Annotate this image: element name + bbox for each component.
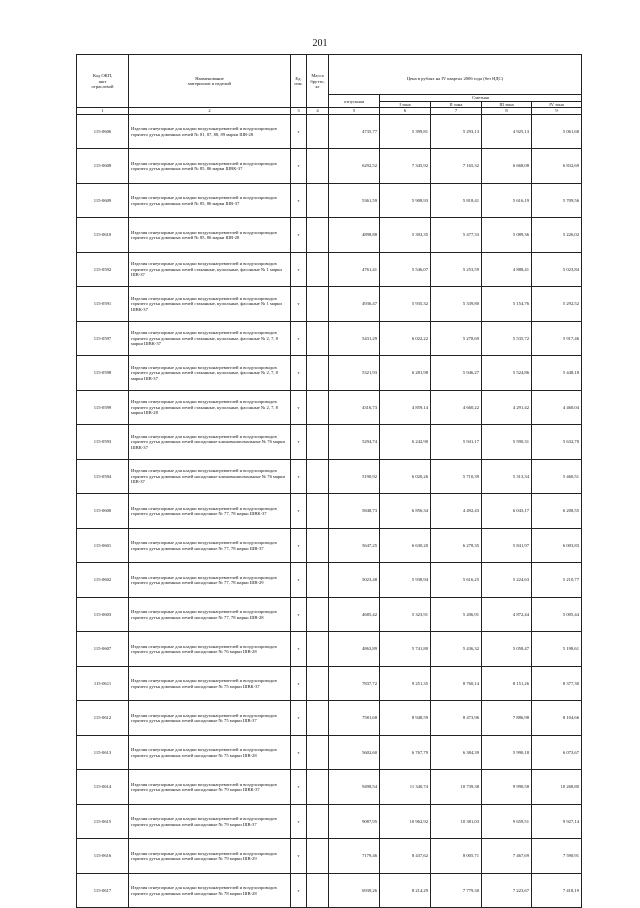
zone-3-price-cell: 5 616,19 xyxy=(482,183,532,218)
mass-cell xyxy=(307,735,329,770)
mass-cell xyxy=(307,873,329,908)
release-price-cell: 5361,59 xyxy=(329,183,380,218)
column-number: 5 xyxy=(329,108,380,114)
table-row xyxy=(77,494,582,529)
table-row xyxy=(77,183,582,218)
mass-cell xyxy=(307,632,329,667)
table-row xyxy=(77,597,582,632)
zone-1-price-cell: 9 251,35 xyxy=(380,666,431,701)
zone-3-price-cell: 5 313,34 xyxy=(482,459,532,494)
header-zone-4: IV зона xyxy=(532,102,582,108)
code-cell: 115-0594 xyxy=(77,459,129,494)
name-cell: Изделия огнеупорные для кладки воздухонагревателей и воздухопроводов горячего дутья доменных печей насадочные № 77, 78 марки ШВ-37 xyxy=(129,528,291,563)
unit-cell: т xyxy=(291,183,307,218)
mass-cell xyxy=(307,114,329,149)
zone-1-price-cell: 5 323,91 xyxy=(380,597,431,632)
name-cell: Изделия огнеупорные для кладки воздухонагревателей и воздухопроводов горячего дутья доменных печей стаканные, купольные, фасонные № 2, 7, 8 марки ШВ-28 xyxy=(129,390,291,425)
column-number: 9 xyxy=(532,108,582,114)
table-row xyxy=(77,459,582,494)
zone-1-price-cell: 6 856,34 xyxy=(380,494,431,529)
zone-2-price-cell: 5 616,25 xyxy=(431,563,482,598)
name-cell: Изделия огнеупорные для кладки воздухонагревателей и воздухопроводов горячего дутья доменных печей насадочные № 78 марки ШВ-28 xyxy=(129,873,291,908)
mass-cell xyxy=(307,183,329,218)
name-cell: Изделия огнеупорные для кладки воздухонагревателей и воздухопроводов горячего дутья доменных печей стаканные, купольные, фасонные № 1 марки ШВК-37 xyxy=(129,287,291,322)
release-price-cell: 4863,89 xyxy=(329,632,380,667)
zone-3-price-cell: 8 151,26 xyxy=(482,666,532,701)
header-zone-1: I зона xyxy=(380,102,431,108)
header-code: Код ОКП, шкт отраслевой xyxy=(77,55,129,108)
header-release: отпускная xyxy=(329,95,380,108)
name-cell: Изделия огнеупорные для кладки воздухонагревателей и воздухопроводов горячего дутья доменных печей стаканные, купольные, фасонные № 2, 7, 8 марки ШВ-37 xyxy=(129,356,291,391)
column-number: 1 xyxy=(77,108,129,114)
header-unit: Ед. изм. xyxy=(291,55,307,108)
release-price-cell: 5023,48 xyxy=(329,563,380,598)
zone-3-price-cell: 5 089,36 xyxy=(482,218,532,253)
unit-cell: т xyxy=(291,114,307,149)
table-row xyxy=(77,252,582,287)
release-price-cell: 4316,73 xyxy=(329,390,380,425)
unit-cell: т xyxy=(291,390,307,425)
mass-cell xyxy=(307,494,329,529)
zone-4-price-cell: 5 460,51 xyxy=(532,459,582,494)
mass-cell xyxy=(307,425,329,460)
name-cell: Изделия огнеупорные для кладки воздухонагревателей и воздухопроводов горячего дутья доменных печей насадочные № 75 марки ШВ-28 xyxy=(129,735,291,770)
name-cell: Изделия огнеупорные для кладки воздухонагревателей и воздухопроводов горячего дутья доменных печей насадочные клиновышпомальные № 76 марки ШВК-37 xyxy=(129,425,291,460)
unit-cell: т xyxy=(291,252,307,287)
unit-cell: т xyxy=(291,356,307,391)
unit-cell: т xyxy=(291,425,307,460)
header-price-title: Цена в рублях на IV квартал 2006 года (без НДС) xyxy=(329,64,582,95)
zone-3-price-cell: 4 888,41 xyxy=(482,252,532,287)
zone-2-price-cell: 5 710,39 xyxy=(431,459,482,494)
zone-4-price-cell: 9 927,14 xyxy=(532,804,582,839)
page-number: 201 xyxy=(312,38,328,49)
mass-cell xyxy=(307,252,329,287)
table-row xyxy=(77,873,582,908)
release-price-cell: 5190,92 xyxy=(329,459,380,494)
zone-2-price-cell: 5 293,13 xyxy=(431,114,482,149)
table-row xyxy=(77,804,582,839)
code-cell: 115-0602 xyxy=(77,563,129,598)
column-number: 3 xyxy=(291,108,307,114)
release-price-cell: 5647,25 xyxy=(329,528,380,563)
zone-4-price-cell: 5 210,77 xyxy=(532,563,582,598)
zone-1-price-cell: 11 340,74 xyxy=(380,770,431,805)
name-cell: Изделия огнеупорные для кладки воздухонагревателей и воздухопроводов горячего дутья доменных печей насадочные клиновышпомальные № 76 марки ШВ-37 xyxy=(129,459,291,494)
mass-cell xyxy=(307,390,329,425)
mass-cell xyxy=(307,528,329,563)
zone-1-price-cell: 5 741,80 xyxy=(380,632,431,667)
release-price-cell: 7581,68 xyxy=(329,701,380,736)
release-price-cell: 5431,29 xyxy=(329,321,380,356)
price-table xyxy=(76,54,582,908)
header-zone-3: III зона xyxy=(482,102,532,108)
release-price-cell: 4898,88 xyxy=(329,218,380,253)
release-price-cell: 7179,46 xyxy=(329,839,380,874)
zone-2-price-cell: 5 818,41 xyxy=(431,183,482,218)
table-row xyxy=(77,666,582,701)
zone-4-price-cell: 5 198,61 xyxy=(532,632,582,667)
release-price-cell: 4685,42 xyxy=(329,597,380,632)
zone-1-price-cell: 4 859,14 xyxy=(380,390,431,425)
code-cell: 115-0598 xyxy=(77,356,129,391)
zone-3-price-cell: 7 467,69 xyxy=(482,839,532,874)
unit-cell: т xyxy=(291,873,307,908)
table-row xyxy=(77,390,582,425)
mass-cell xyxy=(307,770,329,805)
code-cell: 115-0612 xyxy=(77,701,129,736)
zone-1-price-cell: 8 948,59 xyxy=(380,701,431,736)
name-cell: Изделия огнеупорные для кладки воздухонагревателей и воздухопроводов горячего дутья доменных печей насадочные № 79 марки ШВ-29 xyxy=(129,839,291,874)
unit-cell: т xyxy=(291,735,307,770)
column-number: 4 xyxy=(307,108,329,114)
zone-4-price-cell: 4 460,04 xyxy=(532,390,582,425)
table-row xyxy=(77,563,582,598)
zone-2-price-cell: 4 660,22 xyxy=(431,390,482,425)
mass-cell xyxy=(307,597,329,632)
code-cell: 115-0591 xyxy=(77,287,129,322)
table-row xyxy=(77,701,582,736)
unit-cell: т xyxy=(291,770,307,805)
zone-4-price-cell: 5 917,46 xyxy=(532,321,582,356)
mass-cell xyxy=(307,218,329,253)
zone-1-price-cell: 5 392,35 xyxy=(380,218,431,253)
code-cell: 115-0601 xyxy=(77,528,129,563)
zone-3-price-cell: 5 058,47 xyxy=(482,632,532,667)
zone-3-price-cell: 6 668,08 xyxy=(482,149,532,184)
zone-2-price-cell: 10 381,03 xyxy=(431,804,482,839)
column-number: 6 xyxy=(380,108,431,114)
zone-4-price-cell: 5 226,02 xyxy=(532,218,582,253)
zone-3-price-cell: 7 886,98 xyxy=(482,701,532,736)
header-price-blank xyxy=(329,55,582,65)
table-body xyxy=(77,114,582,908)
code-cell: 115-0600 xyxy=(77,494,129,529)
zone-1-price-cell: 7 345,92 xyxy=(380,149,431,184)
zone-2-price-cell: 5 477,33 xyxy=(431,218,482,253)
table-row xyxy=(77,425,582,460)
zone-3-price-cell: 4 291,42 xyxy=(482,390,532,425)
zone-2-price-cell: 5 278,69 xyxy=(431,321,482,356)
unit-cell: т xyxy=(291,804,307,839)
zone-2-price-cell: 5 339,80 xyxy=(431,287,482,322)
zone-4-price-cell: 8 104,66 xyxy=(532,701,582,736)
mass-cell xyxy=(307,459,329,494)
zone-4-price-cell: 5 005,44 xyxy=(532,597,582,632)
zone-4-price-cell: 6 073,67 xyxy=(532,735,582,770)
table-row xyxy=(77,839,582,874)
zone-1-price-cell: 6 630,20 xyxy=(380,528,431,563)
zone-4-price-cell: 5 292,52 xyxy=(532,287,582,322)
name-cell: Изделия огнеупорные для кладки воздухонагревателей и воздухопроводов горячего дутья доменных печей насадочные № 76 марки ШВ-28 xyxy=(129,632,291,667)
mass-cell xyxy=(307,149,329,184)
code-cell: 115-0592 xyxy=(77,252,129,287)
zone-2-price-cell: 8 005,71 xyxy=(431,839,482,874)
zone-3-price-cell: 5 841,97 xyxy=(482,528,532,563)
zone-1-price-cell: 6 022,22 xyxy=(380,321,431,356)
code-cell: 115-0610 xyxy=(77,218,129,253)
column-number: 8 xyxy=(482,108,532,114)
code-cell: 115-0608 xyxy=(77,149,129,184)
name-cell: Изделия огнеупорные для кладки воздухонагревателей и воздухопроводов горячего дутья доменных печей насадочные № 75 марки ШВ-37 xyxy=(129,701,291,736)
mass-cell xyxy=(307,839,329,874)
zone-2-price-cell: 10 739,38 xyxy=(431,770,482,805)
unit-cell: т xyxy=(291,149,307,184)
zone-1-price-cell: 8 214,29 xyxy=(380,873,431,908)
column-number: 2 xyxy=(129,108,291,114)
zone-1-price-cell: 5 935,32 xyxy=(380,287,431,322)
zone-1-price-cell: 5 908,93 xyxy=(380,183,431,218)
zone-2-price-cell: 4 492,43 xyxy=(431,494,482,529)
zone-2-price-cell: 8 760,14 xyxy=(431,666,482,701)
zone-3-price-cell: 5 154,76 xyxy=(482,287,532,322)
mass-cell xyxy=(307,287,329,322)
unit-cell: т xyxy=(291,528,307,563)
zone-4-price-cell: 10 268,80 xyxy=(532,770,582,805)
unit-cell: т xyxy=(291,701,307,736)
zone-2-price-cell: 5 946,27 xyxy=(431,356,482,391)
unit-cell: т xyxy=(291,321,307,356)
code-cell: 115-0615 xyxy=(77,804,129,839)
zone-4-price-cell: 5 709,56 xyxy=(532,183,582,218)
name-cell: Изделия огнеупорные для кладки воздухонагревателей и воздухопроводов горячего дутья доменных печей насадочные № 77, 78 марки ШВ-28 xyxy=(129,597,291,632)
code-cell: 115-0613 xyxy=(77,735,129,770)
code-cell: 115-0603 xyxy=(77,597,129,632)
zone-3-price-cell: 5 590,31 xyxy=(482,425,532,460)
column-number: 7 xyxy=(431,108,482,114)
header-zone-2: II зона xyxy=(431,102,482,108)
unit-cell: т xyxy=(291,839,307,874)
unit-cell: т xyxy=(291,494,307,529)
name-cell: Изделия огнеупорные для кладки воздухонагревателей и воздухопроводов горячего дутья доменных печей № 85, 86 марки ШВК-37 xyxy=(129,149,291,184)
zone-4-price-cell: 5 023,84 xyxy=(532,252,582,287)
zone-1-price-cell: 6 020,26 xyxy=(380,459,431,494)
unit-cell: т xyxy=(291,666,307,701)
code-cell: 115-0597 xyxy=(77,321,129,356)
name-cell: Изделия огнеупорные для кладки воздухонагревателей и воздухопроводов горячего дутья доменных печей стаканные, купольные, фасонные № 1 марки ШВ-37 xyxy=(129,252,291,287)
release-price-cell: 5602,60 xyxy=(329,735,380,770)
table-row xyxy=(77,770,582,805)
zone-3-price-cell: 5 524,86 xyxy=(482,356,532,391)
zone-2-price-cell: 6 384,39 xyxy=(431,735,482,770)
table-row xyxy=(77,632,582,667)
zone-3-price-cell: 6 043,17 xyxy=(482,494,532,529)
name-cell: Изделия огнеупорные для кладки воздухонагревателей и воздухопроводов горячего дутья доменных печей № 85, 86 марки ШВ-28 xyxy=(129,218,291,253)
mass-cell xyxy=(307,563,329,598)
zone-2-price-cell: 5 941,17 xyxy=(431,425,482,460)
zone-3-price-cell: 4 925,13 xyxy=(482,114,532,149)
code-cell: 115-0616 xyxy=(77,839,129,874)
table-row xyxy=(77,149,582,184)
mass-cell xyxy=(307,666,329,701)
unit-cell: т xyxy=(291,459,307,494)
zone-4-price-cell: 7 590,91 xyxy=(532,839,582,874)
code-cell: 115-0599 xyxy=(77,390,129,425)
zone-1-price-cell: 5 938,94 xyxy=(380,563,431,598)
code-cell: 115-0611 xyxy=(77,666,129,701)
zone-1-price-cell: 5 546,07 xyxy=(380,252,431,287)
release-price-cell: 4735,77 xyxy=(329,114,380,149)
zone-1-price-cell: 6 242,90 xyxy=(380,425,431,460)
zone-1-price-cell: 8 437,62 xyxy=(380,839,431,874)
release-price-cell: 9498,54 xyxy=(329,770,380,805)
table-row xyxy=(77,735,582,770)
code-cell: 115-0606 xyxy=(77,114,129,149)
zone-4-price-cell: 6 208,55 xyxy=(532,494,582,529)
zone-4-price-cell: 5 061,68 xyxy=(532,114,582,149)
zone-2-price-cell: 5 206,91 xyxy=(431,597,482,632)
zone-2-price-cell: 7 779,30 xyxy=(431,873,482,908)
release-price-cell: 6292,52 xyxy=(329,149,380,184)
release-price-cell: 5294,74 xyxy=(329,425,380,460)
code-cell: 115-0609 xyxy=(77,183,129,218)
zone-4-price-cell: 6 832,69 xyxy=(532,149,582,184)
zone-2-price-cell: 8 473,96 xyxy=(431,701,482,736)
mass-cell xyxy=(307,701,329,736)
table-row xyxy=(77,528,582,563)
name-cell: Изделия огнеупорные для кладки воздухонагревателей и воздухопроводов горячего дутья доменных печей стаканные, купольные, фасонные № 2, 7, 8 марки ШВК-37 xyxy=(129,321,291,356)
unit-cell: т xyxy=(291,218,307,253)
name-cell: Изделия огнеупорные для кладки воздухонагревателей и воздухопроводов горячего дутья доменных печей № 81, 87, 88, 89 марки ШВ-28 xyxy=(129,114,291,149)
mass-cell xyxy=(307,356,329,391)
name-cell: Изделия огнеупорные для кладки воздухонагревателей и воздухопроводов горячего дутья доменных печей насадочные № 79 марки ШВ-37 xyxy=(129,804,291,839)
table-header xyxy=(77,55,582,115)
zone-2-price-cell: 6 278,35 xyxy=(431,528,482,563)
zone-4-price-cell: 5 448,18 xyxy=(532,356,582,391)
release-price-cell: 6939,26 xyxy=(329,873,380,908)
zone-3-price-cell: 4 872,44 xyxy=(482,597,532,632)
name-cell: Изделия огнеупорные для кладки воздухонагревателей и воздухопроводов горячего дутья доменных печей насадочные № 75 марки ШВК-37 xyxy=(129,666,291,701)
zone-2-price-cell: 5 253,59 xyxy=(431,252,482,287)
table-row xyxy=(77,114,582,149)
zone-4-price-cell: 6 003,83 xyxy=(532,528,582,563)
table-row xyxy=(77,218,582,253)
unit-cell: т xyxy=(291,632,307,667)
zone-4-price-cell: 5 632,70 xyxy=(532,425,582,460)
zone-4-price-cell: 7 418,19 xyxy=(532,873,582,908)
header-name: Наименование материалов и изделий xyxy=(129,55,291,108)
zone-3-price-cell: 5 224,63 xyxy=(482,563,532,598)
name-cell: Изделия огнеупорные для кладки воздухонагревателей и воздухопроводов горячего дутья доменных печей № 85, 86 марки ШВ-37 xyxy=(129,183,291,218)
unit-cell: т xyxy=(291,597,307,632)
zone-3-price-cell: 5 535,72 xyxy=(482,321,532,356)
name-cell: Изделия огнеупорные для кладки воздухонагревателей и воздухопроводов горячего дутья доменных печей насадочные № 77, 78 марки ШВК-37 xyxy=(129,494,291,529)
mass-cell xyxy=(307,804,329,839)
code-cell: 115-0614 xyxy=(77,770,129,805)
mass-cell xyxy=(307,321,329,356)
code-cell: 115-0607 xyxy=(77,632,129,667)
zone-3-price-cell: 9 990,58 xyxy=(482,770,532,805)
zone-1-price-cell: 6 281,98 xyxy=(380,356,431,391)
release-price-cell: 4761,41 xyxy=(329,252,380,287)
zone-1-price-cell: 10 962,92 xyxy=(380,804,431,839)
release-price-cell: 5321,93 xyxy=(329,356,380,391)
release-price-cell: 4936,47 xyxy=(329,287,380,322)
zone-2-price-cell: 5 436,32 xyxy=(431,632,482,667)
zone-3-price-cell: 5 990,18 xyxy=(482,735,532,770)
release-price-cell: 7837,72 xyxy=(329,666,380,701)
name-cell: Изделия огнеупорные для кладки воздухонагревателей и воздухопроводов горячего дутья доменных печей насадочные № 77, 78 марки ШВ-29 xyxy=(129,563,291,598)
code-cell: 115-0593 xyxy=(77,425,129,460)
code-cell: 115-0617 xyxy=(77,873,129,908)
zone-3-price-cell: 7 223,67 xyxy=(482,873,532,908)
zone-1-price-cell: 5 399,81 xyxy=(380,114,431,149)
unit-cell: т xyxy=(291,287,307,322)
unit-cell: т xyxy=(291,563,307,598)
zone-1-price-cell: 6 767,79 xyxy=(380,735,431,770)
name-cell: Изделия огнеупорные для кладки воздухонагревателей и воздухопроводов горячего дутья доменных печей насадочные № 79 марки ШВК-37 xyxy=(129,770,291,805)
table-row xyxy=(77,287,582,322)
table-row xyxy=(77,356,582,391)
zone-4-price-cell: 8 377,30 xyxy=(532,666,582,701)
header-estimate: Сметная xyxy=(380,95,582,102)
zone-3-price-cell: 9 659,51 xyxy=(482,804,532,839)
release-price-cell: 9087,95 xyxy=(329,804,380,839)
release-price-cell: 5848,73 xyxy=(329,494,380,529)
header-mass: Масса брутто, кг xyxy=(307,55,329,108)
table-row xyxy=(77,321,582,356)
zone-2-price-cell: 7 165,32 xyxy=(431,149,482,184)
